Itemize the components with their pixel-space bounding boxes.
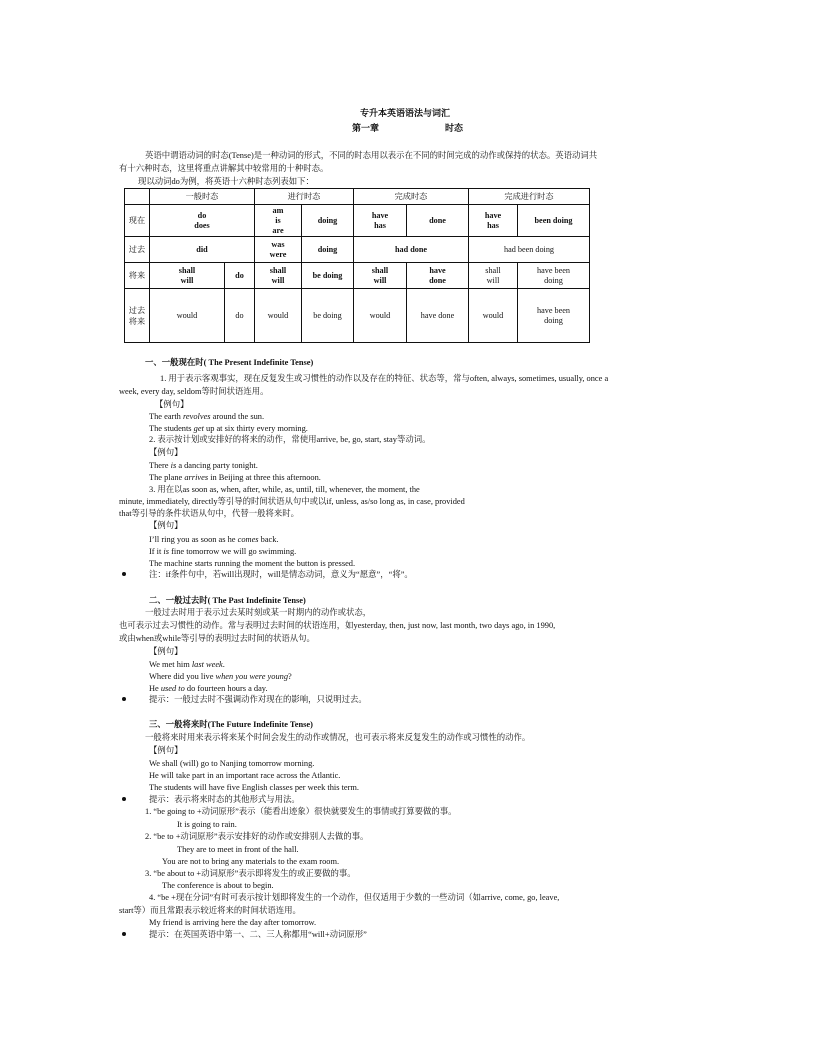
- row-label-present: 现在: [125, 205, 150, 237]
- cell-present-simple: do does: [150, 205, 255, 237]
- sec1-point3: 3. 用在以as soon as, when, after, while, as, until, till, whenever, the moment, the: [149, 485, 420, 494]
- cell-pastfut-simple-aux: would: [150, 289, 225, 343]
- sec2-para-2: 也可表示过去习惯性的动作。常与表明过去时间的状语连用，如yesterday, then, just now, last month, two days ago, in 1990,: [119, 621, 556, 630]
- sec3-note-1: 提示：表示将来时态的其他形式与用法。: [149, 795, 300, 804]
- sec1-example-label-3: 【例句】: [149, 521, 183, 530]
- sec3-item-4-cont: start等）而且常跟表示较近将来的时间状语连用。: [119, 906, 301, 915]
- bullet-icon: [122, 697, 126, 701]
- sec1-point2: 2. 表示按计划或安排好的将来的动作，常使用arrive, be, go, start, stay等动词。: [149, 435, 431, 444]
- section-heading-past: 二、一般过去时( The Past Indefinite Tense): [149, 596, 306, 605]
- sec2-example-1: We met him last week.: [149, 660, 225, 669]
- sec1-point1-cont: week, every day, seldom等时间状语连用。: [119, 387, 269, 396]
- sec1-point1: 1. 用于表示客观事实，现在反复发生或习惯性的动作以及存在的特征、状态等，常与often, always, sometimes, usually, once a: [160, 374, 609, 383]
- cell-pastfut-simple-verb: do: [225, 289, 255, 343]
- table-header-perfect: 完成时态: [354, 189, 469, 205]
- table-header-progressive: 进行时态: [255, 189, 354, 205]
- sec1-example-6: If it is fine tomorrow we will go swimming.: [149, 547, 297, 556]
- cell-future-simple-aux: shall will: [150, 263, 225, 289]
- document-title: 专升本英语语法与词汇: [360, 108, 451, 118]
- intro-table-lead: 现以动词do为例，将英语十六种时态列表如下：: [138, 177, 314, 186]
- row-label-future: 将来: [125, 263, 150, 289]
- sec1-example-label-2: 【例句】: [149, 448, 183, 457]
- intro-paragraph-cont: 有十六种时态，这里将重点讲解其中较常用的十种时态。: [119, 164, 329, 173]
- row-label-past-future: 过去将来: [125, 289, 150, 343]
- sec2-para-3: 或由when或while等引导的表明过去时间的状语从句。: [119, 634, 315, 643]
- sec1-example-4: The plane arrives in Beijing at three this afternoon.: [149, 473, 321, 482]
- table-corner: [125, 189, 150, 205]
- cell-past-perfprog: had been doing: [469, 237, 590, 263]
- section-heading-present: 一、一般现在时( The Present Indefinite Tense): [145, 358, 314, 367]
- cell-past-simple: did: [150, 237, 255, 263]
- cell-future-perf-aux: shall will: [354, 263, 407, 289]
- sec3-item-4-example: My friend is arriving here the day after tomorrow.: [149, 918, 317, 927]
- chapter-name: 时态: [445, 123, 464, 133]
- sec1-example-3: There is a dancing party tonight.: [149, 461, 258, 470]
- sec3-example-label: 【例句】: [149, 746, 183, 755]
- sec3-item-2-example-1: They are to meet in front of the hall.: [177, 845, 299, 854]
- row-label-past: 过去: [125, 237, 150, 263]
- cell-past-prog-aux: was were: [255, 237, 302, 263]
- sec2-example-3: He used to do fourteen hours a day.: [149, 684, 268, 693]
- sec2-example-label: 【例句】: [149, 647, 183, 656]
- sec3-example-1: We shall (will) go to Nanjing tomorrow morning.: [149, 759, 315, 768]
- cell-pastfut-prog-aux: would: [255, 289, 302, 343]
- sec3-item-2-example-2: You are not to bring any materials to the exam room.: [162, 857, 340, 866]
- bullet-icon: [122, 932, 126, 936]
- cell-present-perf-aux: have has: [354, 205, 407, 237]
- cell-pastfut-perf-verb: have done: [407, 289, 469, 343]
- cell-past-prog-verb: doing: [302, 237, 354, 263]
- tense-table: [124, 188, 590, 343]
- cell-future-prog-aux: shall will: [255, 263, 302, 289]
- sec3-item-1-example: It is going to rain.: [177, 820, 237, 829]
- sec3-item-2: 2. “be to +动词原形”表示安排好的动作或安排别人去做的事。: [145, 832, 369, 841]
- cell-future-perfprog-aux: shall will: [469, 263, 518, 289]
- bullet-icon: [122, 797, 126, 801]
- sec3-item-4: 4. “be +现在分词”有时可表示按计划即将发生的一个动作，但仅适用于少数的一些动词（如arrive, come, go, leave,: [149, 893, 560, 902]
- sec3-item-3: 3. “be about to +动词原形”表示即将发生的或正要做的事。: [145, 869, 356, 878]
- sec2-note: 提示：一般过去时不强调动作对现在的影响，只说明过去。: [149, 695, 367, 704]
- cell-present-perfprog-verb: been doing: [518, 205, 590, 237]
- sec3-para-1: 一般将来时用来表示将来某个时间会发生的动作或情况，也可表示将来反复发生的动作或习惯性的动作。: [145, 733, 531, 742]
- cell-present-perf-verb: done: [407, 205, 469, 237]
- sec2-example-2: Where did you live when you were young?: [149, 672, 292, 681]
- sec1-note: 注：if条件句中，若will出现时，will是情态动词，意义为“愿意”，“将”。: [149, 570, 413, 579]
- section-heading-future: 三、一般将来时(The Future Indefinite Tense): [149, 720, 313, 729]
- cell-present-prog-verb: doing: [302, 205, 354, 237]
- cell-present-prog-aux: am is are: [255, 205, 302, 237]
- cell-pastfut-perf-aux: would: [354, 289, 407, 343]
- sec1-example-2: The students get up at six thirty every morning.: [149, 424, 308, 433]
- cell-past-perfect: had done: [354, 237, 469, 263]
- cell-future-simple-verb: do: [225, 263, 255, 289]
- cell-pastfut-perfprog-aux: would: [469, 289, 518, 343]
- sec3-note-2: 提示：在英国英语中第一、二、三人称都用“will+动词原形”: [149, 930, 367, 939]
- intro-paragraph: 英语中谓语动词的时态(Tense)是一种动词的形式，不同的时态用以表示在不同的时间完成的动作或保持的状态。英语动词共: [145, 151, 598, 160]
- sec1-example-7: The machine starts running the moment the button is pressed.: [149, 559, 356, 568]
- sec2-para-1: 一般过去时用于表示过去某时刻或某一时期内的动作或状态，: [145, 608, 372, 617]
- sec1-point3-cont: minute, immediately, directly等引导的时间状语从句中或以if, unless, as/so long as, in case, provided: [119, 497, 465, 506]
- cell-future-perf-verb: have done: [407, 263, 469, 289]
- sec3-example-3: The students will have five English classes per week this term.: [149, 783, 360, 792]
- table-header-perfect-progressive: 完成进行时态: [469, 189, 590, 205]
- cell-pastfut-prog-verb: be doing: [302, 289, 354, 343]
- table-header-simple: 一般时态: [150, 189, 255, 205]
- sec3-example-2: He will take part in an important race across the Atlantic.: [149, 771, 341, 780]
- sec1-point3-cont2: that等引导的条件状语从句中，代替一般将来时。: [119, 509, 300, 518]
- sec1-example-label: 【例句】: [155, 400, 189, 409]
- sec1-example-5: I’ll ring you as soon as he comes back.: [149, 535, 279, 544]
- sec3-item-1: 1. “be going to +动词原形”表示（能看出迹象）很快就要发生的事情或打算要做的事。: [145, 807, 457, 816]
- cell-future-prog-verb: be doing: [302, 263, 354, 289]
- cell-future-perfprog-verb: have been doing: [518, 263, 590, 289]
- sec3-item-3-example: The conference is about to begin.: [162, 881, 274, 890]
- cell-pastfut-perfprog-verb: have been doing: [518, 289, 590, 343]
- cell-present-perfprog-aux: have has: [469, 205, 518, 237]
- sec1-example-1: The earth revolves around the sun.: [149, 412, 265, 421]
- bullet-icon: [122, 572, 126, 576]
- chapter-number: 第一章: [352, 123, 380, 133]
